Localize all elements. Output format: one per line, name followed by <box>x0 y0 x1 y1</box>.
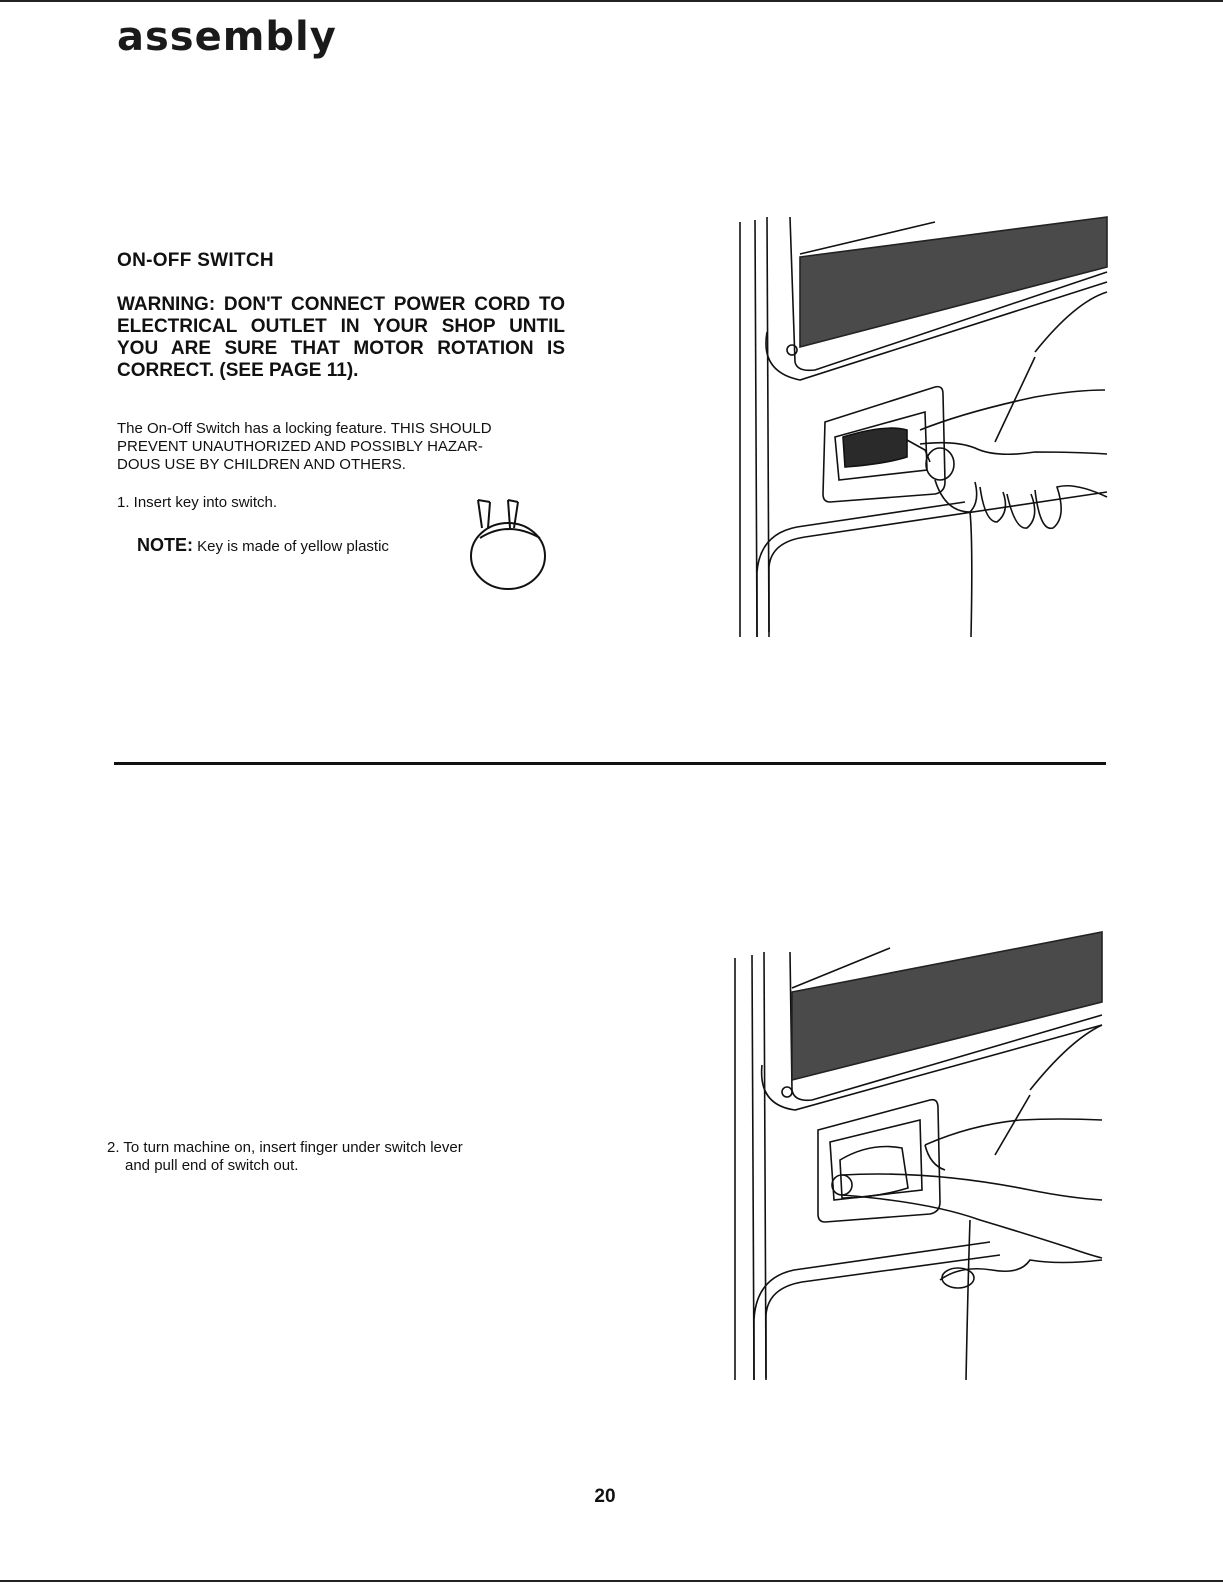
intro-line: PREVENT UNAUTHORIZED AND POSSIBLY HAZAR- <box>117 438 483 455</box>
section-title: ON-OFF SWITCH <box>117 250 274 271</box>
step-1: 1. Insert key into switch. <box>117 494 278 511</box>
note-label: NOTE: <box>137 535 193 555</box>
section-divider <box>114 762 1106 765</box>
intro-line: DOUS USE BY CHILDREN AND OTHERS. <box>117 456 406 473</box>
step-2-line: 2. To turn machine on, insert finger under switch lever <box>107 1139 463 1156</box>
page-title: assembly <box>117 14 337 60</box>
intro-paragraph <box>117 420 565 474</box>
step-2-line: and pull end of switch out. <box>125 1157 299 1174</box>
key-illustration <box>468 498 558 598</box>
switch-key-illustration <box>735 212 1120 644</box>
intro-line: The On-Off Switch has a locking feature. THIS SHOULD <box>117 420 492 437</box>
step-2 <box>107 1139 567 1175</box>
note-text: Key is made of yellow plastic <box>193 538 389 555</box>
finger-switch-illustration <box>730 930 1115 1385</box>
top-border <box>0 0 1223 2</box>
page-number: 20 <box>594 1486 616 1507</box>
warning-text: WARNING: DON'T CONNECT POWER CORD TO ELECTRICAL OUTLET IN YOUR SHOP UNTIL YOU ARE SURE THAT MOTOR ROTATION IS CORRECT. (SEE PAGE 11). <box>117 294 565 381</box>
bottom-border <box>0 1580 1223 1582</box>
note <box>137 535 389 556</box>
